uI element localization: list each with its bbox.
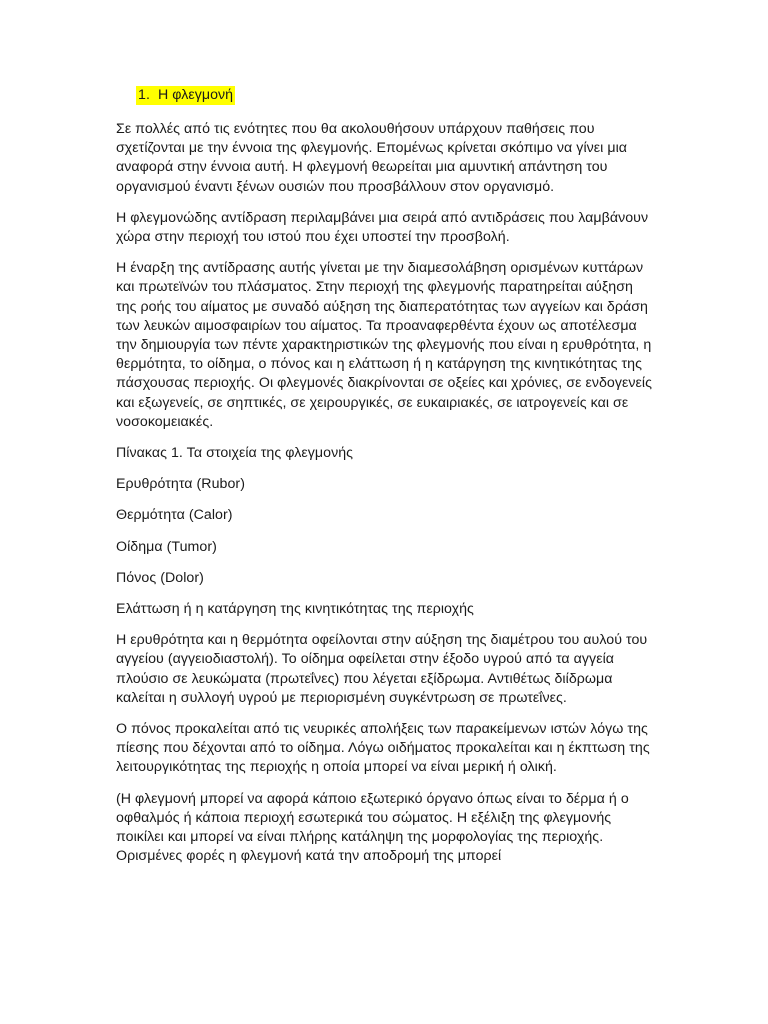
- heading-highlight: [136, 86, 235, 105]
- paragraph-pain: Ο πόνος προκαλείται από τις νευρικές απολήξεις των παρακείμενων ιστών λόγω της πίεσης που δέχονται από το οίδημα. Λόγω οιδήματος προκαλείται και η έκπτωση της λειτουργικότητας της περιοχής η οποία μπορεί να είναι μερική ή ολική.: [116, 721, 650, 776]
- paragraph-reaction: Η φλεγμονώδης αντίδραση περιλαμβάνει μια σειρά από αντιδράσεις που λαμβάνουν χώρα στην περιοχή του ιστού που έχει υποστεί την προσβολή.: [116, 209, 649, 246]
- document-page: [116, 86, 656, 879]
- table-item-rubor: Ερυθρότητα (Rubor): [116, 476, 245, 493]
- table-item-function-loss: Ελάττωση ή η κατάργηση της κινητικότητας της περιοχής: [116, 601, 474, 618]
- paragraph-onset: Η έναρξη της αντίδρασης αυτής γίνεται με την διαμεσολάβηση ορισμένων κυττάρων και πρωτεϊνών του πλάσματος. Στην περιοχή της φλεγμονής παρατηρείται αύξηση της ροής του αίματος με συναδό αύξηση της διαπερατότητας των αγγείων και δράση των λευκών αιμοσφαιρίων του αίματος. Τα προαναφερθέντα έχουν ως αποτέλεσμα την δημιουργία των πέντε χαρακτηριστικών της φλεγμονής που είναι η ερυθρότητα, η θερμότητα, το οίδημα, ο πόνος και η ελάττωση ή η κατάργηση της κινητικότητας της πάσχουσας περιοχής. Οι φλεγμονές διακρίνονται σε οξείες και χρόνιες, σε ενδογενείς και εξωγενείς, σε σηπτικές, σε χειρουργικές, σε ευκαιριακές, σε ιατρογενείς και σε νοσοκομειακές.: [116, 260, 652, 430]
- table-caption: Πίνακας 1. Τα στοιχεία της φλεγμονής: [116, 445, 354, 462]
- heading-title: Η φλεγμονή: [157, 87, 234, 103]
- paragraph-location: (Η φλεγμονή μπορεί να αφορά κάποιο εξωτερικό όργανο όπως είναι το δέρμα ή ο οφθαλμός ή κάποια περιοχή εσωτερικά του σώματος. Η εξέλιξη της φλεγμονής ποικίλει και μπορεί να είναι πλήρης κατάληψη της μορφολογίας της περιοχής. Ορισμένες φορές η φλεγμονή κατά την αποδρομή της μπορεί: [116, 790, 629, 865]
- heading-number: 1.: [138, 87, 150, 103]
- table-item-dolor: Πόνος (Dolor): [116, 569, 204, 586]
- table-item-tumor: Οίδημα (Tumor): [116, 538, 217, 555]
- table-item-calor: Θερμότητα (Calor): [116, 507, 233, 524]
- paragraph-redness-heat: Η ερυθρότητα και η θερμότητα οφείλονται στην αύξηση της διαμέτρου του αυλού του αγγείου (αγγειοδιαστολή). Το οίδημα οφείλεται στην έξοδο υγρού από τα αγγεία πλούσιο σε λευκώματα (πρωτεΐνες) που λέγεται εξίδρωμα. Αντιθέτως διίδρωμα καλείται η συλλογή υγρού με περιορισμένη συγκέντρωση σε πρωτεΐνες.: [116, 632, 648, 706]
- paragraph-intro: Σε πολλές από τις ενότητες που θα ακολουθήσουν υπάρχουν παθήσεις που σχετίζονται με την έννοια της φλεγμονής. Επομένως κρίνεται σκόπιμο να γίνει μια αναφορά στην έννοια αυτή. Η φλεγμονή θεωρείται μια αμυντική απάντηση του οργανισμού έναντι ξένων ουσιών που προσβάλλουν στον οργανισμό.: [116, 121, 628, 195]
- section-heading: [136, 86, 656, 106]
